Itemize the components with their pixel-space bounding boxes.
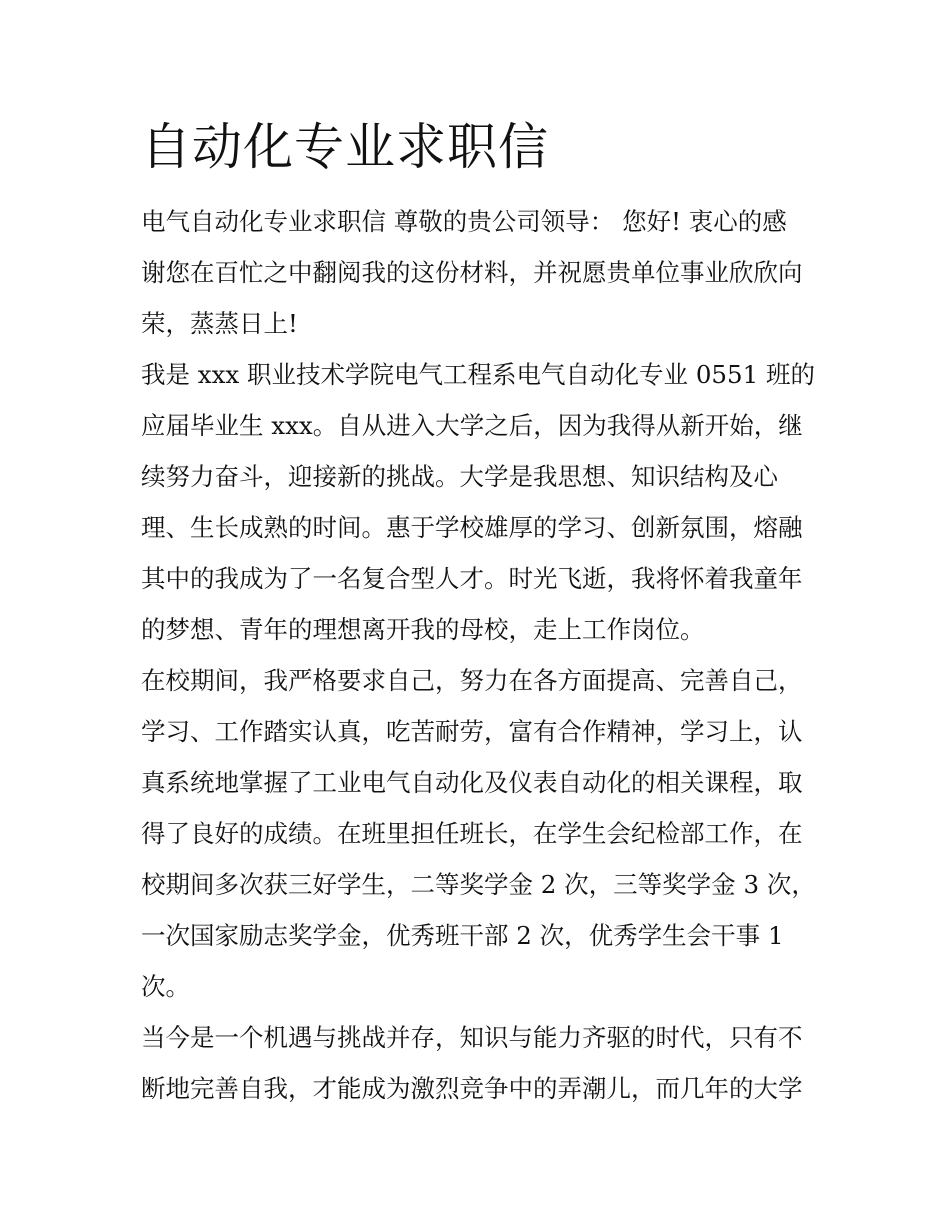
text-line: 我是 xxx 职业技术学院电气工程系电气自动化专业 0551 班的 <box>141 360 815 389</box>
text-line: 谢您在百忙之中翻阅我的这份材料，并祝愿贵单位事业欣欣向 <box>141 258 803 287</box>
text-line: 电气自动化专业求职信 尊敬的贵公司领导： 您好! 衷心的感 <box>141 207 787 236</box>
document-title: 自动化专业求职信 <box>141 118 549 176</box>
text-line: 在校期间，我严格要求自己，努力在各方面提高、完善自己， <box>141 666 803 695</box>
text-line: 的梦想、青年的理想离开我的母校，走上工作岗位。 <box>141 615 705 644</box>
text-line: 其中的我成为了一名复合型人才。时光飞逝，我将怀着我童年 <box>141 564 803 593</box>
text-line: 续努力奋斗，迎接新的挑战。大学是我思想、知识结构及心 <box>141 462 778 491</box>
text-line: 应届毕业生 xxx。自从进入大学之后，因为我得从新开始，继 <box>141 411 803 440</box>
text-line: 真系统地掌握了工业电气自动化及仪表自动化的相关课程，取 <box>141 768 803 797</box>
text-line: 理、生长成熟的时间。惠于学校雄厚的学习、创新氛围，熔融 <box>141 513 803 542</box>
text-line: 断地完善自我，才能成为激烈竞争中的弄潮儿，而几年的大学 <box>141 1074 803 1103</box>
text-line: 校期间多次获三好学生，二等奖学金 2 次，三等奖学金 3 次， <box>141 870 816 899</box>
paragraph-greeting <box>141 196 817 349</box>
text-line: 得了良好的成绩。在班里担任班长，在学生会纪检部工作，在 <box>141 819 803 848</box>
paragraph-outlook <box>141 1012 817 1114</box>
text-line: 一次国家励志奖学金，优秀班干部 2 次，优秀学生会干事 1 <box>141 921 784 950</box>
text-line: 次。 <box>141 972 190 1001</box>
document-body <box>141 196 817 1114</box>
paragraph-school-record <box>141 655 817 1012</box>
text-line: 当今是一个机遇与挑战并存，知识与能力齐驱的时代，只有不 <box>141 1023 803 1052</box>
text-line: 荣，蒸蒸日上! <box>141 309 298 338</box>
paragraph-introduction <box>141 349 817 655</box>
text-line: 学习、工作踏实认真，吃苦耐劳，富有合作精神，学习上，认 <box>141 717 803 746</box>
